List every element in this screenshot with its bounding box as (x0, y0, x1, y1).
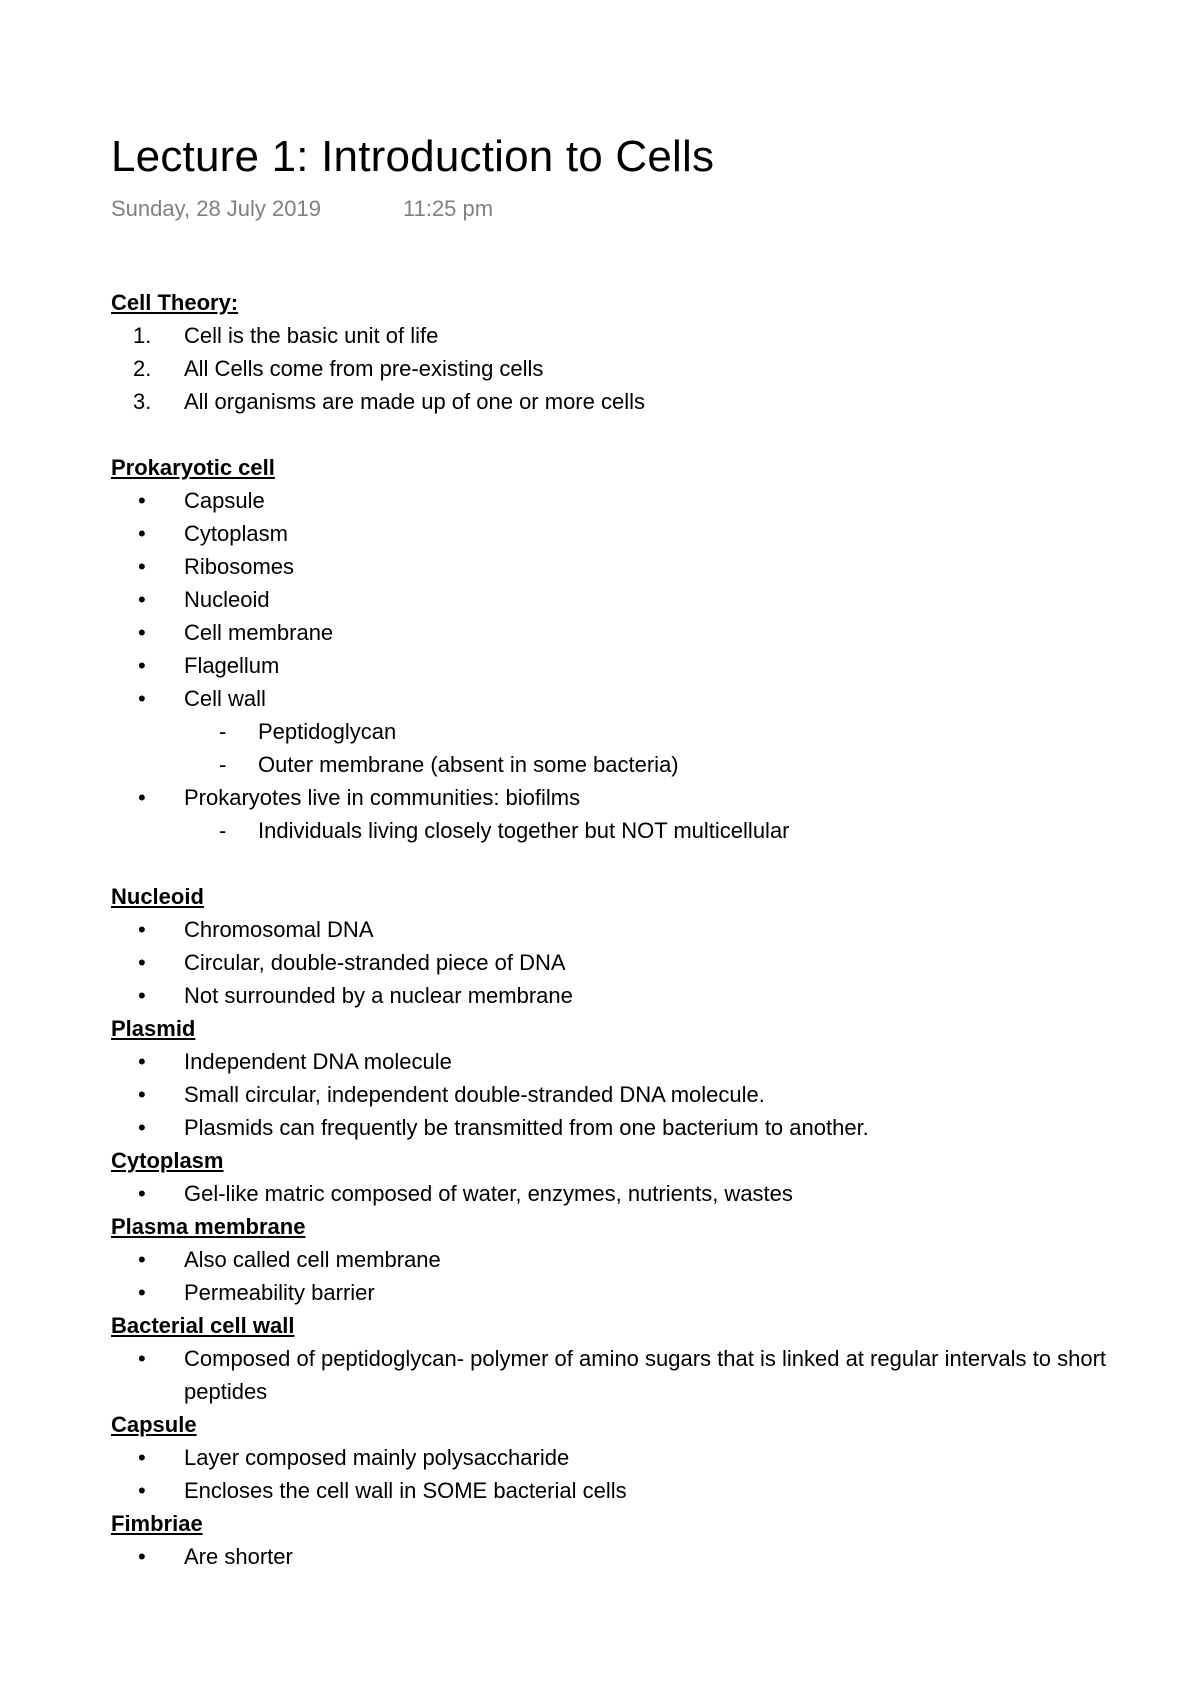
bullet-list (111, 1177, 1111, 1210)
bullet-icon: • (138, 917, 146, 942)
list-item-text: Plasmids can frequently be transmitted from one bacterium to another. (184, 1115, 869, 1140)
bullet-list (111, 913, 1111, 1012)
bullet-icon: • (138, 1280, 146, 1305)
bullet-icon: • (138, 521, 146, 546)
list-item-text: Independent DNA molecule (184, 1049, 452, 1074)
section-heading: Bacterial cell wall (111, 1313, 295, 1338)
list-item-text: Also called cell membrane (184, 1247, 441, 1272)
list-item-text: Chromosomal DNA (184, 917, 374, 942)
bullet-icon: • (138, 1478, 146, 1503)
list-item-text: Cytoplasm (184, 521, 288, 546)
sub-list-item (111, 814, 1111, 847)
bullet-icon: • (138, 1049, 146, 1074)
bullet-icon: • (138, 785, 146, 810)
note-body (111, 286, 1111, 1573)
list-item (111, 1111, 1111, 1144)
list-item (111, 1078, 1111, 1111)
dash-icon: - (219, 818, 227, 843)
list-item-text: Ribosomes (184, 554, 295, 579)
list-item (111, 616, 1111, 649)
list-item (111, 979, 1111, 1012)
section-plasmid (111, 1012, 1111, 1144)
bullet-icon: • (138, 587, 146, 612)
list-item (111, 583, 1111, 616)
list-item (111, 946, 1111, 979)
bullet-list (111, 1540, 1111, 1573)
list-item-text: Not surrounded by a nuclear membrane (184, 983, 573, 1008)
note-timestamp (111, 194, 1111, 224)
list-item (111, 352, 1111, 385)
list-item (111, 649, 1111, 682)
bullet-icon: • (138, 1181, 146, 1206)
dash-icon: - (219, 752, 227, 777)
bullet-icon: • (138, 1544, 146, 1569)
bullet-icon: • (138, 686, 146, 711)
list-item (111, 1045, 1111, 1078)
list-item-text: All Cells come from pre-existing cells (184, 356, 544, 381)
section-bacterial-cell-wall (111, 1309, 1111, 1408)
list-item (111, 484, 1111, 517)
section-nucleoid (111, 880, 1111, 1012)
list-item (111, 517, 1111, 550)
bullet-icon: • (138, 1346, 146, 1371)
section-heading: Plasmid (111, 1016, 196, 1041)
list-item (111, 682, 1111, 715)
list-item-text: Peptidoglycan (258, 719, 397, 744)
section-prokaryotic-cell (111, 451, 1111, 847)
section-fimbriae (111, 1507, 1111, 1573)
section-cell-theory (111, 286, 1111, 418)
list-item (111, 1441, 1111, 1474)
list-item-text: Prokaryotes live in communities: biofilms (184, 785, 581, 810)
list-item (111, 1474, 1111, 1507)
section-heading: Prokaryotic cell (111, 455, 275, 480)
section-capsule (111, 1408, 1111, 1507)
list-item-text: Cell wall (184, 686, 266, 711)
bullet-icon: • (138, 1445, 146, 1470)
bullet-icon: • (138, 983, 146, 1008)
bullet-list (111, 484, 1111, 847)
list-item-text: Are shorter (184, 1544, 293, 1569)
section-heading: Capsule (111, 1412, 197, 1437)
list-item-text: Permeability barrier (184, 1280, 375, 1305)
section-heading: Cell Theory: (111, 290, 239, 315)
section-heading: Cytoplasm (111, 1148, 224, 1173)
list-item-text: All organisms are made up of one or more cells (184, 389, 645, 414)
bullet-icon: • (138, 653, 146, 678)
bullet-icon: • (138, 620, 146, 645)
list-item-text: Encloses the cell wall in SOME bacterial cells (184, 1478, 627, 1503)
bullet-list (111, 1441, 1111, 1507)
section-cytoplasm (111, 1144, 1111, 1210)
list-item-text: Individuals living closely together but NOT multicellular (258, 818, 790, 843)
list-item (111, 319, 1111, 352)
list-number: 3. (133, 389, 152, 414)
list-item-text: Outer membrane (absent in some bacteria) (258, 752, 679, 777)
list-item (111, 1540, 1111, 1573)
section-heading: Plasma membrane (111, 1214, 306, 1239)
bullet-list (111, 1243, 1111, 1309)
list-number: 2. (133, 356, 152, 381)
list-item-text: Gel-like matric composed of water, enzymes, nutrients, wastes (184, 1181, 793, 1206)
bullet-list (111, 1045, 1111, 1144)
sub-list-item (111, 748, 1111, 781)
list-item-text: Flagellum (184, 653, 280, 678)
list-item (111, 913, 1111, 946)
bullet-icon: • (138, 554, 146, 579)
section-heading: Nucleoid (111, 884, 204, 909)
list-item (111, 1342, 1111, 1408)
list-item-text: Cell is the basic unit of life (184, 323, 439, 348)
list-item-text: Cell membrane (184, 620, 334, 645)
list-item-text: Circular, double-stranded piece of DNA (184, 950, 566, 975)
bullet-icon: • (138, 950, 146, 975)
section-heading: Fimbriae (111, 1511, 203, 1536)
list-item-text: Capsule (184, 488, 265, 513)
bullet-icon: • (138, 1082, 146, 1107)
bullet-list (111, 1342, 1111, 1408)
note-time: 11:25 pm (403, 196, 494, 221)
list-item-text: Layer composed mainly polysaccharide (184, 1445, 570, 1470)
note-date: Sunday, 28 July 2019 (111, 196, 321, 221)
list-item (111, 781, 1111, 814)
bullet-icon: • (138, 1247, 146, 1272)
list-number: 1. (133, 323, 152, 348)
list-item-text: Small circular, independent double-stranded DNA molecule. (184, 1082, 765, 1107)
list-item (111, 1276, 1111, 1309)
dash-icon: - (219, 719, 227, 744)
bullet-icon: • (138, 1115, 146, 1140)
list-item (111, 385, 1111, 418)
list-item-text: Composed of peptidoglycan- polymer of amino sugars that is linked at regular intervals to short peptides (184, 1346, 1107, 1404)
numbered-list (111, 319, 1111, 418)
sub-list-item (111, 715, 1111, 748)
list-item (111, 550, 1111, 583)
page-title: Lecture 1: Introduction to Cells (111, 132, 715, 181)
note-page (111, 130, 1111, 1573)
section-plasma-membrane (111, 1210, 1111, 1309)
list-item-text: Nucleoid (184, 587, 270, 612)
list-item (111, 1177, 1111, 1210)
list-item (111, 1243, 1111, 1276)
bullet-icon: • (138, 488, 146, 513)
